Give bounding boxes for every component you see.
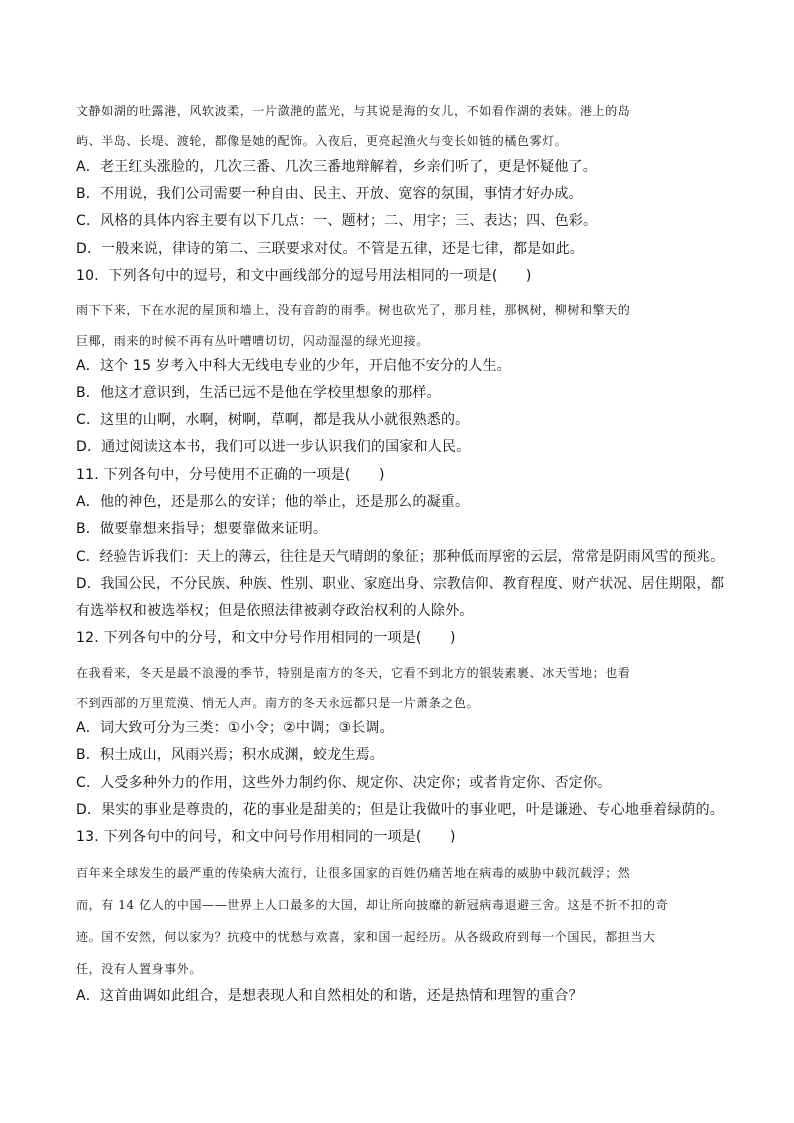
option-a: A．这个 15 岁考入中科大无线电专业的少年，开启他不安分的人生。 <box>76 358 511 374</box>
question-stem: 13. 下列各句中的问号，和文中问号作用相同的一项是( ) <box>76 829 456 845</box>
option-a: A．他的神色，还是那么的安详；他的举止，还是那么的凝重。 <box>76 494 470 510</box>
question-stem: 10．下列各句中的逗号，和文中画线部分的逗号用法相同的一项是( ) <box>76 268 532 284</box>
passage-line: 不到西部的万里荒漠、悄无人声。南方的冬天永远都只是一片萧条之色。 <box>76 696 480 710</box>
option-c: C．风格的具体内容主要有以下几点：一、题材；二、用字；三、表达；四、色彩。 <box>76 213 598 229</box>
option-d: D．通过阅读这本书，我们可以进一步认识我们的国家和人民。 <box>76 439 471 455</box>
question-stem: 11. 下列各句中，分号使用不正确的一项是( ) <box>76 467 385 483</box>
option-b: B．做要靠想来指导；想要靠做来证明。 <box>76 521 328 537</box>
passage-line: 文静如湖的吐露港，风软波柔，一片潋滟的蓝光，与其说是海的女儿，不如看作湖的表妹。港上的岛 <box>76 104 631 118</box>
option-b: B．不用说，我们公司需要一种自由、民主、开放、宽容的氛围，事情才好办成。 <box>76 186 583 202</box>
option-a: A．这首曲调如此组合，是想表现人和自然相处的和谐，还是热情和理智的重合？ <box>76 988 583 1004</box>
passage-line: 百年来全球发生的最严重的传染病大流行，让很多国家的百姓仍痛苦地在病毒的威胁中载沉载浮；然 <box>76 866 631 880</box>
option-a: A．老王红头涨脸的，几次三番、几次三番地辩解着，乡亲们听了，更是怀疑他了。 <box>76 159 597 175</box>
option-c: C．人受多种外力的作用，这些外力制约你、规定你、决定你；或者肯定你、否定你。 <box>76 775 612 791</box>
passage-line: 巨椰，雨来的时候不再有丛叶嘈嘈切切，闪动湿湿的绿光迎接。 <box>76 334 429 348</box>
option-d: D．果实的事业是尊贵的，花的事业是甜美的；但是让我做叶的事业吧，叶是谦逊、专心地垂着绿荫的。 <box>76 802 724 818</box>
passage-line: 在我看来，冬天是最不浪漫的季节，特别是南方的冬天，它看不到北方的银装素裹、冰天雪地；也看 <box>76 666 631 680</box>
option-d: D．我国公民，不分民族、种族、性别、职业、家庭出身、宗教信仰、教育程度、财产状况、居住期限，都 <box>76 576 725 592</box>
option-b: B．他这才意识到，生活已远不是他在学校里想象的那样。 <box>76 385 441 401</box>
passage-line: 而，有 14 亿人的中国——世界上人口最多的大国，却让所向披靡的新冠病毒退避三舍。这是不折不扣的奇 <box>76 898 669 912</box>
option-a: A．词大致可分为三类：①小令；②中调；③长调。 <box>76 720 394 736</box>
question-stem: 12. 下列各句中的分号，和文中分号作用相同的一项是( ) <box>76 630 456 646</box>
option-c: C．经验告诉我们：天上的薄云，往往是天气晴朗的象征；那种低而厚密的云层，常常是阴雨风雪的预兆。 <box>76 549 725 565</box>
passage-line: 屿、半岛、长堤、渡轮，都像是她的配饰。入夜后，更亮起渔火与变长如链的橘色雾灯。 <box>76 134 568 148</box>
option-c: C．这里的山啊，水啊，树啊，草啊，都是我从小就很熟悉的。 <box>76 412 470 428</box>
passage-line: 任，没有人置身事外。 <box>76 962 203 976</box>
option-d-continued: 有选举权和被选举权；但是依照法律被剥夺政治权利的人除外。 <box>76 603 474 619</box>
passage-line: 迹。国不安然，何以家为？抗疫中的忧愁与欢喜，家和国一起经历。从各级政府到每一个国民，都担当大 <box>76 930 656 944</box>
option-b: B．积土成山，风雨兴焉；积水成渊，蛟龙生焉。 <box>76 747 385 763</box>
option-d: D．一般来说，律诗的第二、三联要求对仗。不管是五律，还是七律，都是如此。 <box>76 241 584 257</box>
passage-line: 雨下下来，下在水泥的屋顶和墙上，没有音韵的雨季。树也砍光了，那月桂，那枫树，柳树和擎天的 <box>76 303 631 317</box>
